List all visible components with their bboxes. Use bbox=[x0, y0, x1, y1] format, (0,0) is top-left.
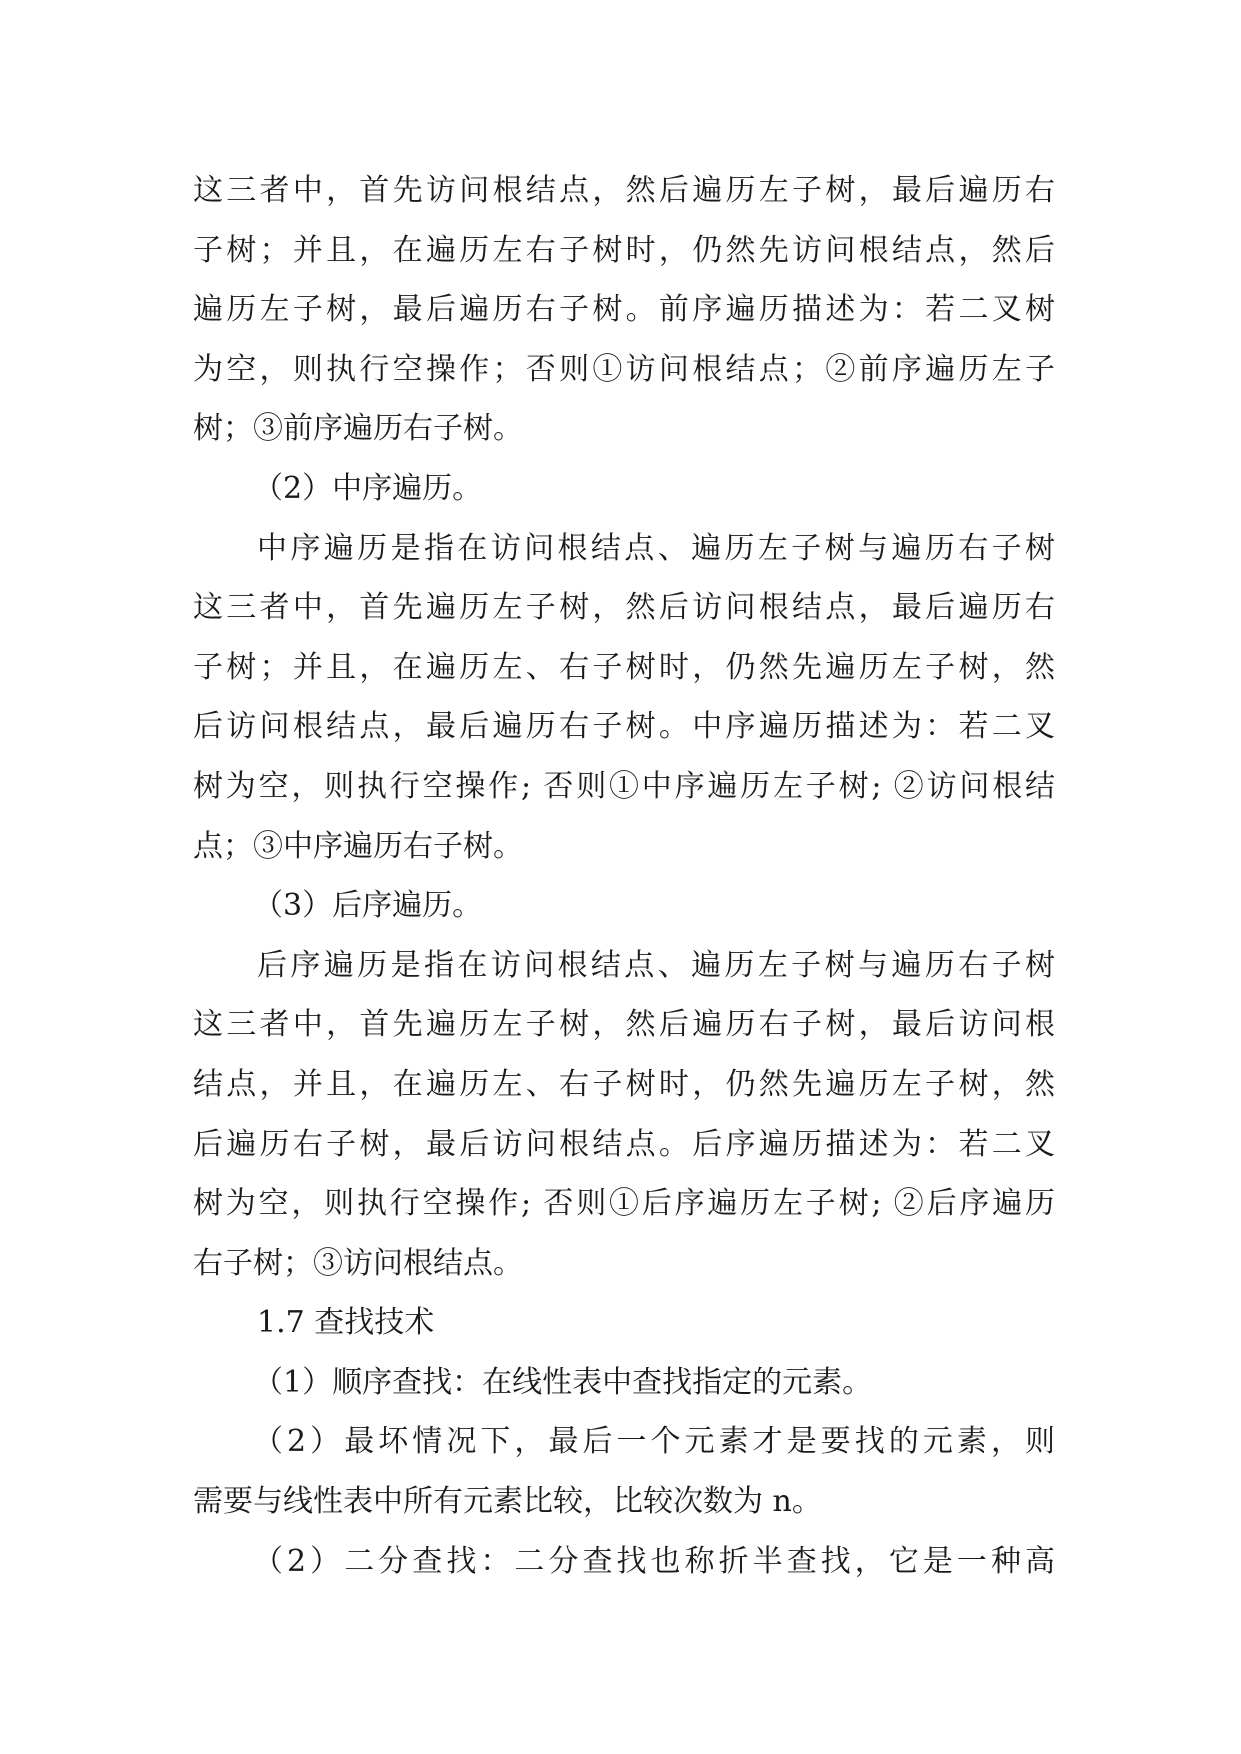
text-line: 这三者中，首先访问根结点，然后遍历左子树，最后遍历右 bbox=[193, 173, 1055, 208]
text-line: 需要与线性表中所有元素比较，比较次数为 n。 bbox=[193, 1484, 822, 1520]
list-item-binary-search: （2）二分查找：二分查找也称折半查找，它是一种高 bbox=[253, 1543, 1055, 1579]
text-line: 点；③中序遍历右子树。 bbox=[193, 828, 523, 864]
paragraph-start: 中序遍历是指在访问根结点、遍历左子树与遍历右子树 bbox=[257, 530, 1055, 566]
text-line: 右子树；③访问根结点。 bbox=[193, 1245, 523, 1281]
text-line: 遍历左子树，最后遍历右子树。前序遍历描述为：若二叉树 bbox=[193, 292, 1055, 328]
paragraph-start: 后序遍历是指在访问根结点、遍历左子树与遍历右子树 bbox=[257, 947, 1055, 983]
text-line: 后遍历右子树，最后访问根结点。后序遍历描述为：若二叉 bbox=[193, 1126, 1055, 1162]
text-line: 树；③前序遍历右子树。 bbox=[193, 411, 523, 447]
text-line: 树为空，则执行空操作; 否则①中序遍历左子树; ②访问根结 bbox=[193, 768, 1055, 804]
list-item-sequential-search: （1）顺序查找：在线性表中查找指定的元素。 bbox=[253, 1364, 873, 1400]
document-body bbox=[193, 161, 1055, 1591]
list-item-worst-case: （2）最坏情况下，最后一个元素才是要找的元素，则 bbox=[253, 1424, 1055, 1460]
text-line: 后访问根结点，最后遍历右子树。中序遍历描述为：若二叉 bbox=[193, 709, 1055, 745]
text-line: 树为空，则执行空操作; 否则①后序遍历左子树; ②后序遍历 bbox=[193, 1186, 1055, 1222]
text-line: 子树；并且，在遍历左、右子树时，仍然先遍历左子树，然 bbox=[193, 649, 1055, 685]
section-heading-inorder: （2）中序遍历。 bbox=[253, 470, 483, 506]
section-heading-postorder: （3）后序遍历。 bbox=[253, 888, 483, 924]
text-line: 这三者中，首先遍历左子树，然后访问根结点，最后遍历右 bbox=[193, 590, 1055, 626]
text-line: 子树；并且，在遍历左右子树时，仍然先访问根结点，然后 bbox=[193, 232, 1055, 268]
text-line: 这三者中，首先遍历左子树，然后遍历右子树，最后访问根 bbox=[193, 1007, 1055, 1043]
text-line: 为空，则执行空操作；否则①访问根结点；②前序遍历左子 bbox=[193, 351, 1055, 387]
section-heading-search: 1.7 查找技术 bbox=[257, 1305, 435, 1341]
text-line: 结点，并且，在遍历左、右子树时，仍然先遍历左子树，然 bbox=[193, 1066, 1055, 1102]
